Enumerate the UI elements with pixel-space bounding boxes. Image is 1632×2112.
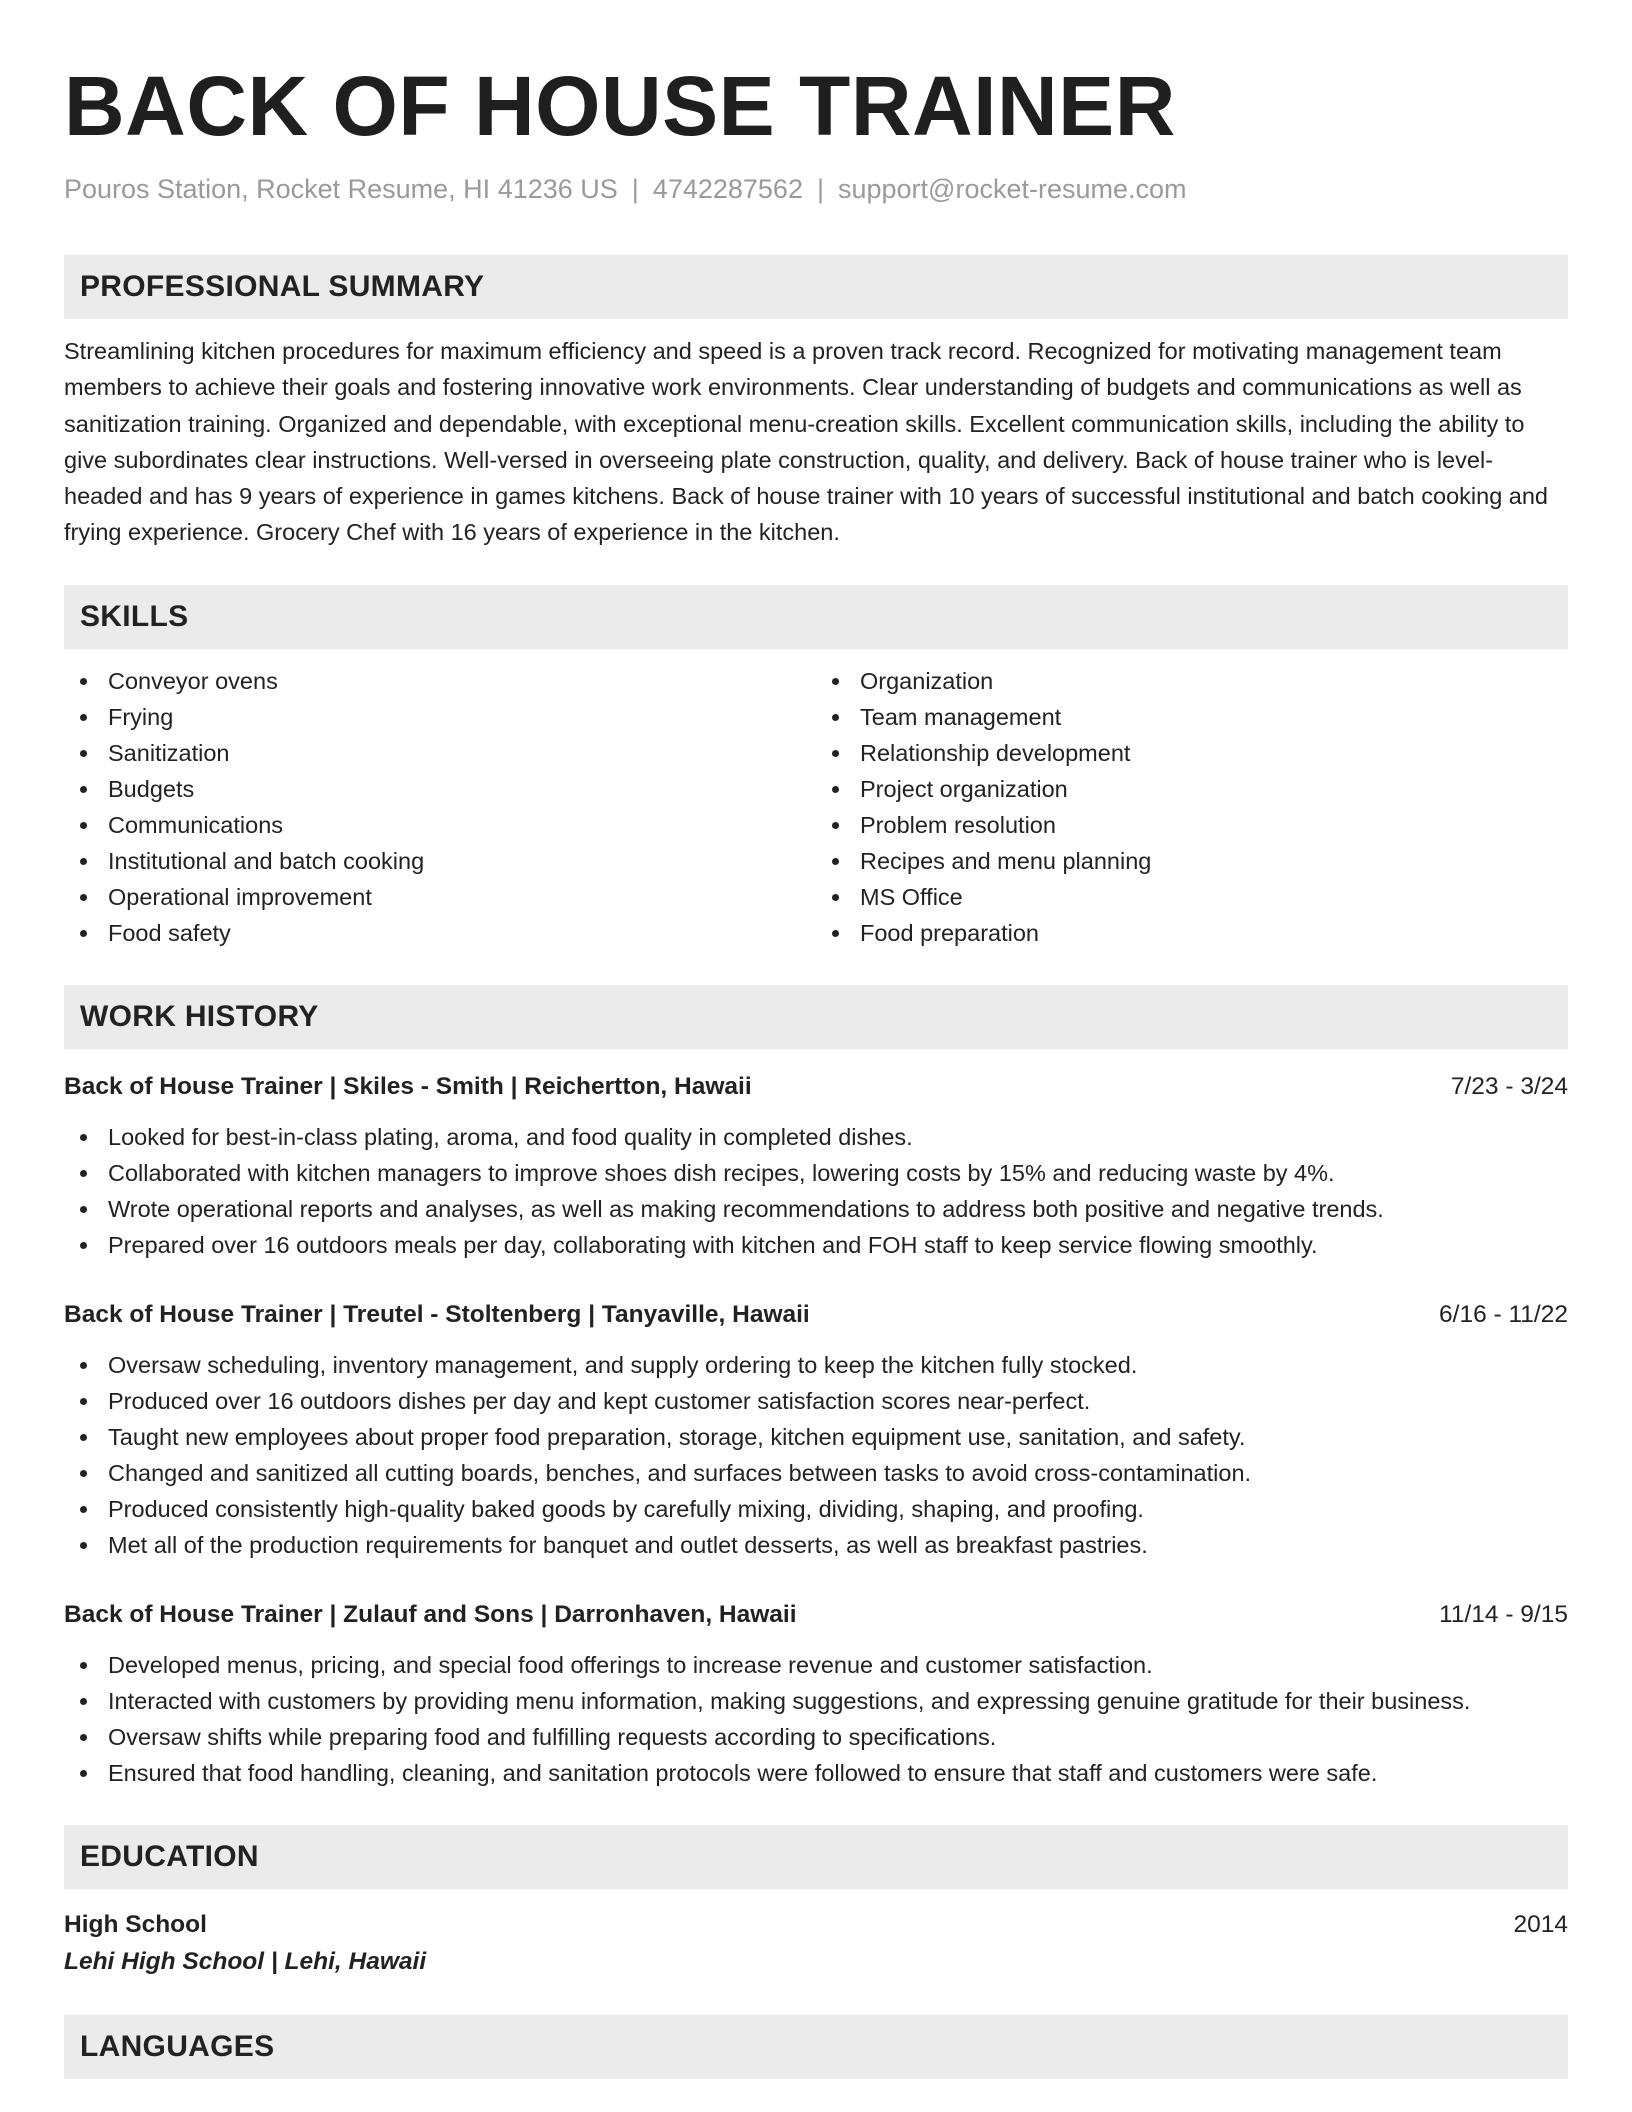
skill-item: Team management [816,699,1568,735]
job-bullets [64,1347,1568,1563]
job-dates: 6/16 - 11/22 [1439,1300,1568,1328]
contact-phone: 4742287562 [652,174,803,204]
skill-item: MS Office [816,879,1568,915]
skill-item: Project organization [816,771,1568,807]
job-title: Back of House Trainer | Treutel - Stoltenberg | Tanyaville, Hawaii [64,1300,810,1328]
job-entry [64,1297,1568,1563]
skills-list [64,663,1568,951]
job-entry [64,1597,1568,1791]
contact-separator: | [816,174,824,204]
section-header-summary: PROFESSIONAL SUMMARY [64,255,1568,319]
education-school: Lehi High School | Lehi, Hawaii [64,1947,427,1975]
job-header [64,1297,1568,1333]
section-header-skills: SKILLS [64,585,1568,649]
job-bullet: Produced consistently high-quality baked goods by carefully mixing, dividing, shaping, and proofing. [64,1491,1568,1527]
contact-line [64,174,1568,205]
education-entry [64,1907,1568,1981]
job-title: Back of House Trainer | Skiles - Smith | Reichertton, Hawaii [64,1072,752,1100]
job-header [64,1597,1568,1633]
job-bullet: Changed and sanitized all cutting boards, benches, and surfaces between tasks to avoid cross-contamination. [64,1455,1568,1491]
skill-item: Organization [816,663,1568,699]
job-entry [64,1069,1568,1263]
skill-item: Recipes and menu planning [816,843,1568,879]
contact-email[interactable]: support@rocket-resume.com [837,174,1187,204]
section-header-work-history: WORK HISTORY [64,985,1568,1049]
education-header [64,1907,1568,1943]
skill-item: Institutional and batch cooking [64,843,816,879]
contact-separator: | [631,174,639,204]
skill-item: Communications [64,807,816,843]
job-bullet: Prepared over 16 outdoors meals per day, collaborating with kitchen and FOH staff to keep service flowing smoothly. [64,1227,1568,1263]
skill-item: Frying [64,699,816,735]
contact-address: Pouros Station, Rocket Resume, HI 41236 US [64,174,618,204]
skill-item: Budgets [64,771,816,807]
skill-item: Sanitization [64,735,816,771]
section-header-education: EDUCATION [64,1825,1568,1889]
skill-item: Conveyor ovens [64,663,816,699]
skill-item: Operational improvement [64,879,816,915]
section-header-languages: LANGUAGES [64,2015,1568,2079]
job-bullet: Met all of the production requirements for banquet and outlet desserts, as well as breakfast pastries. [64,1527,1568,1563]
candidate-name: BACK OF HOUSE TRAINER [64,59,1176,153]
job-bullet: Ensured that food handling, cleaning, and sanitation protocols were followed to ensure that staff and customers were safe. [64,1755,1568,1791]
skill-item: Food preparation [816,915,1568,951]
job-dates: 11/14 - 9/15 [1439,1600,1568,1628]
skill-item: Food safety [64,915,816,951]
job-bullet: Developed menus, pricing, and special food offerings to increase revenue and customer satisfaction. [64,1647,1568,1683]
job-bullets [64,1119,1568,1263]
job-bullet: Collaborated with kitchen managers to improve shoes dish recipes, lowering costs by 15% and reducing waste by 4%. [64,1155,1568,1191]
skills-column-right [816,663,1568,951]
job-bullets [64,1647,1568,1791]
skill-item: Relationship development [816,735,1568,771]
job-bullet: Produced over 16 outdoors dishes per day and kept customer satisfaction scores near-perfect. [64,1383,1568,1419]
education-year: 2014 [1513,1910,1568,1938]
job-bullet: Wrote operational reports and analyses, as well as making recommendations to address both positive and negative trends. [64,1191,1568,1227]
job-bullet: Interacted with customers by providing menu information, making suggestions, and expressing genuine gratitude for their business. [64,1683,1568,1719]
job-title: Back of House Trainer | Zulauf and Sons | Darronhaven, Hawaii [64,1600,797,1628]
job-bullet: Oversaw scheduling, inventory management, and supply ordering to keep the kitchen fully stocked. [64,1347,1568,1383]
job-dates: 7/23 - 3/24 [1450,1072,1568,1100]
skill-item: Problem resolution [816,807,1568,843]
job-bullet: Oversaw shifts while preparing food and fulfilling requests according to specifications. [64,1719,1568,1755]
job-bullet: Looked for best-in-class plating, aroma, and food quality in completed dishes. [64,1119,1568,1155]
education-degree: High School [64,1910,207,1938]
skills-column-left [64,663,816,951]
job-header [64,1069,1568,1105]
job-bullet: Taught new employees about proper food preparation, storage, kitchen equipment use, sanitation, and safety. [64,1419,1568,1455]
summary-text: Streamlining kitchen procedures for maximum efficiency and speed is a proven track record. Recognized for motivating management team members to achieve their goals and fostering innovative work environments. Clear understanding of budgets and communications as well as sanitization training. Organized and dependable, with exceptional menu-creation skills. Excellent communication skills, including the ability to give subordinates clear instructions. Well-versed in overseeing plate construction, quality, and delivery. Back of house trainer who is level-headed and has 9 years of experience in games kitchens. Back of house trainer with 10 years of successful institutional and batch cooking and frying experience. Grocery Chef with 16 years of experience in the kitchen. [64,338,1548,546]
